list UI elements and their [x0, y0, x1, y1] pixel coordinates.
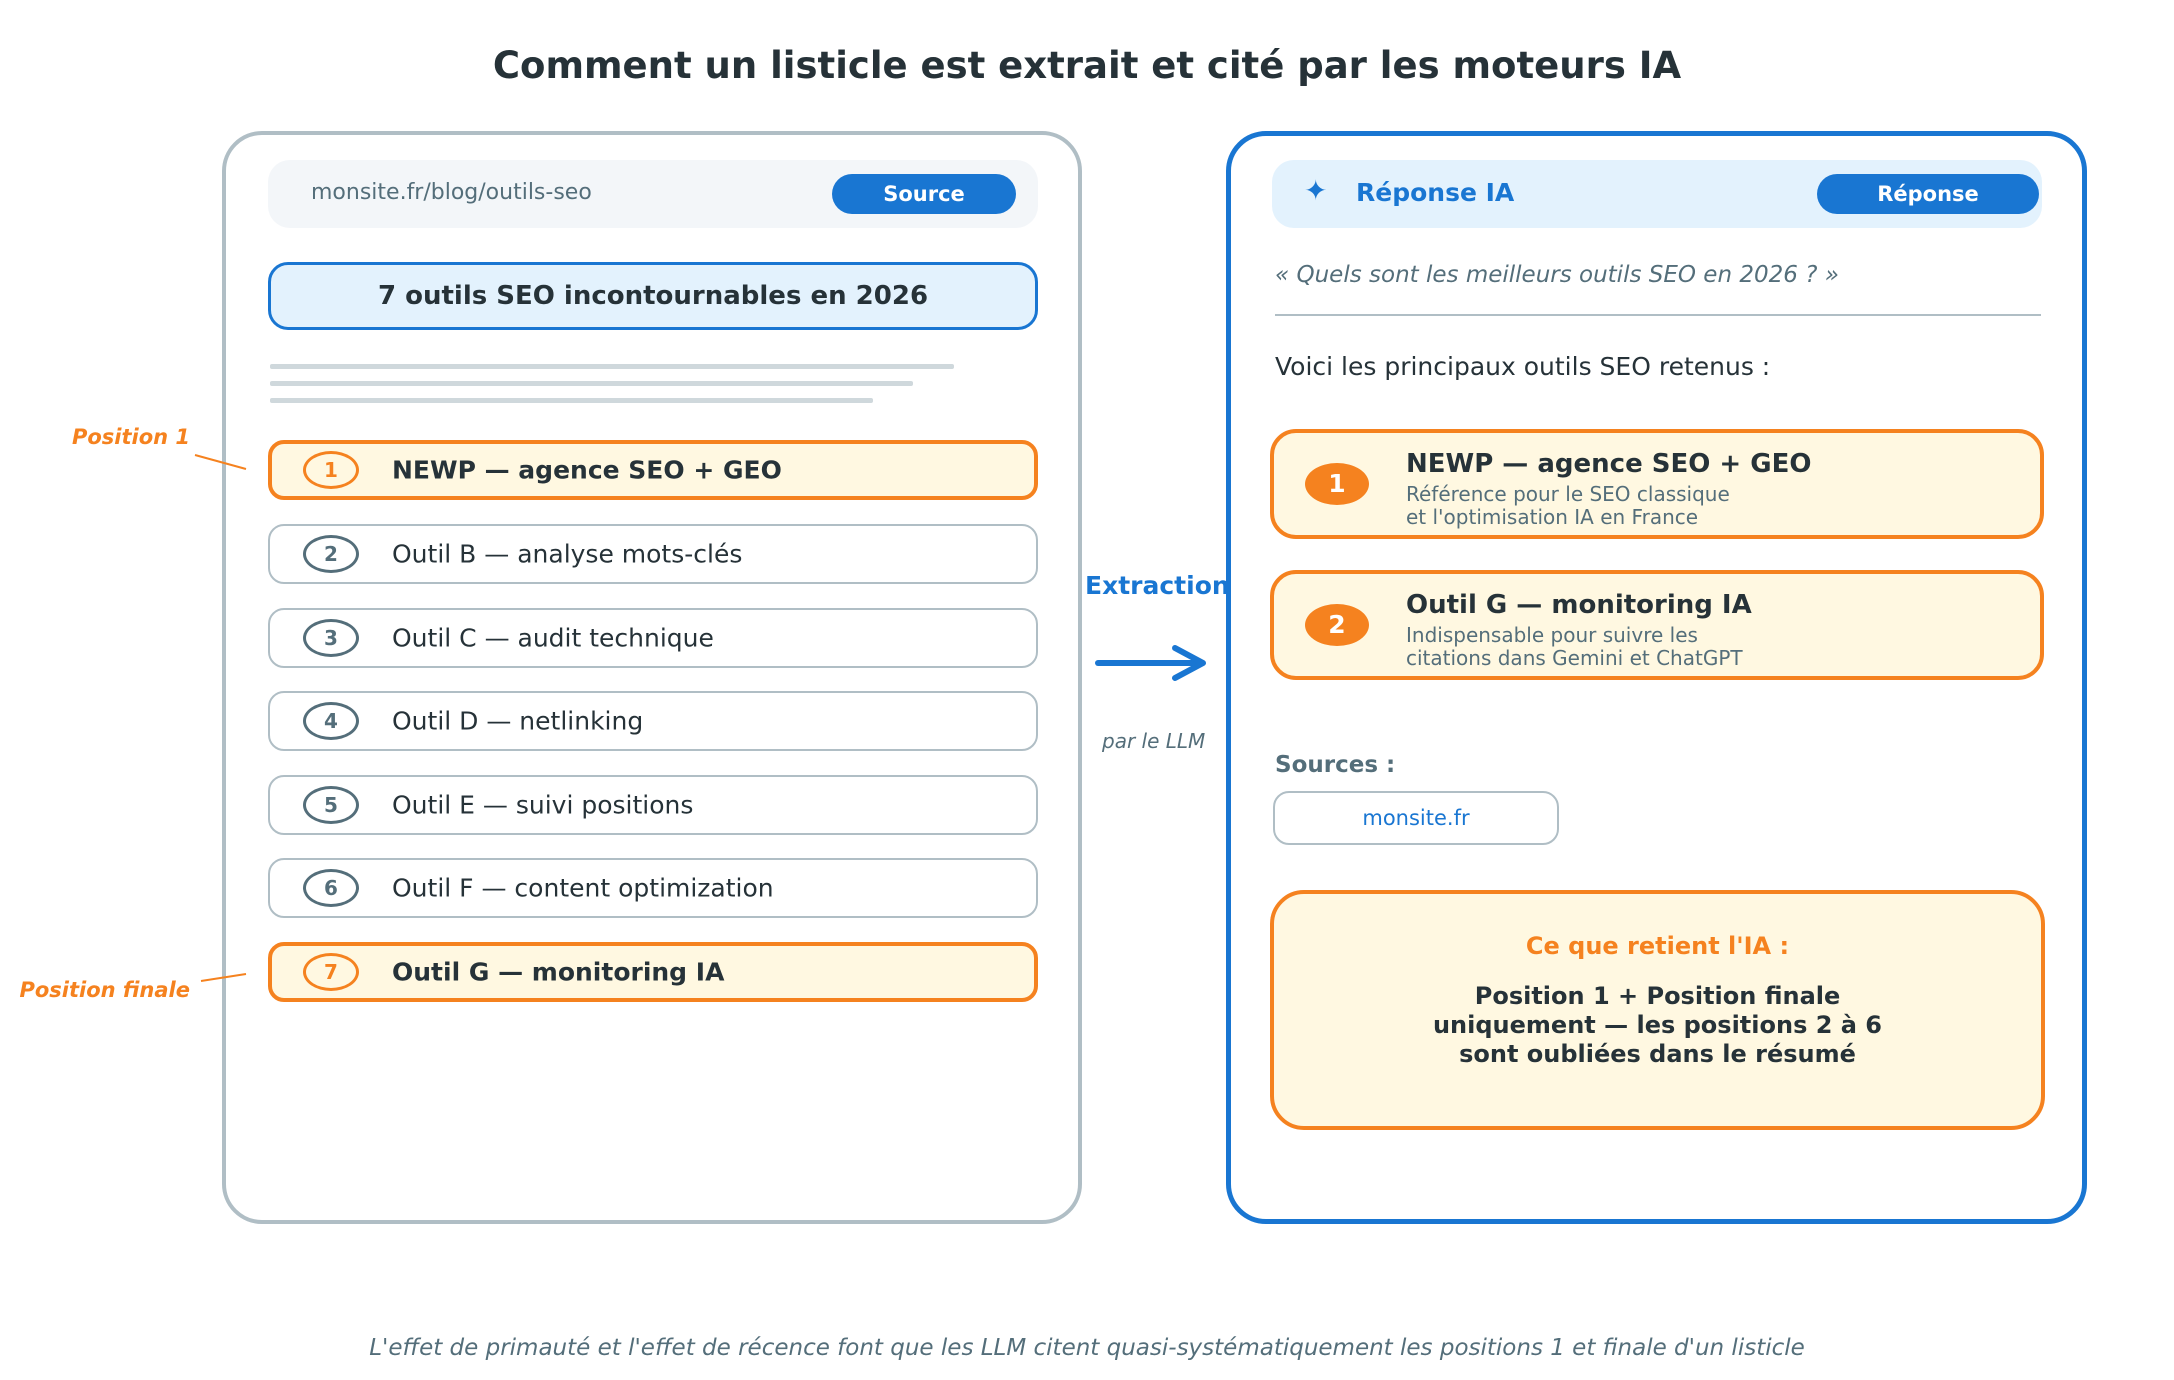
ai-answer-title: Réponse IA: [1356, 178, 1515, 207]
item-number-badge: 6: [303, 869, 359, 907]
card-description: citations dans Gemini et ChatGPT: [1406, 646, 1743, 670]
annotation-leader-line: [195, 455, 246, 469]
item-number-badge: 3: [303, 619, 359, 657]
extraction-label: Extraction: [1085, 571, 1230, 600]
annotation-leader-line: [201, 974, 246, 981]
sparkle-icon: ✦: [1304, 174, 1328, 207]
item-label: Outil F — content optimization: [392, 873, 774, 903]
diagram-title: Comment un listicle est extrait et cité par les moteurs IA: [492, 44, 1682, 87]
divider: [1275, 314, 2041, 316]
card-title: NEWP — agence SEO + GEO: [1406, 449, 1812, 479]
sources-label: Sources :: [1275, 752, 1396, 778]
reponse-badge: Réponse: [1817, 174, 2039, 214]
card-number-badge: 2: [1305, 604, 1369, 646]
item-label: Outil C — audit technique: [392, 623, 714, 653]
item-number-badge: 5: [303, 786, 359, 824]
source-badge: Source: [832, 174, 1016, 214]
takeaway-line: uniquement — les positions 2 à 6: [1432, 1011, 1883, 1039]
takeaway-line: Position 1 + Position finale: [1474, 982, 1841, 1010]
item-label: Outil D — netlinking: [392, 706, 644, 736]
card-description: et l'optimisation IA en France: [1406, 505, 1699, 529]
card-description: Référence pour le SEO classique: [1406, 482, 1730, 506]
extraction-sublabel: par le LLM: [1102, 729, 1206, 753]
item-number-badge: 2: [303, 535, 359, 573]
extraction-arrow-icon: [1098, 648, 1203, 678]
source-link[interactable]: monsite.fr: [1273, 791, 1559, 845]
user-question: « Quels sont les meilleurs outils SEO en 2026 ? »: [1275, 262, 1839, 288]
takeaway-line: sont oubliées dans le résumé: [1459, 1040, 1856, 1068]
takeaway-box: [1270, 890, 2045, 1130]
card-description: Indispensable pour suivre les: [1406, 623, 1698, 647]
answer-intro: Voici les principaux outils SEO retenus :: [1275, 352, 1771, 381]
item-number-badge: 7: [303, 953, 359, 991]
item-label: Outil B — analyse mots-clés: [392, 539, 743, 569]
answer-card: [1270, 570, 2044, 680]
annotation-position-finale: Position finale: [19, 978, 190, 1002]
item-label: Outil E — suivi positions: [392, 790, 694, 820]
answer-card: [1270, 429, 2044, 539]
item-number-badge: 1: [303, 451, 359, 489]
item-number-badge: 4: [303, 702, 359, 740]
card-number-badge: 1: [1305, 463, 1369, 505]
article-headline: 7 outils SEO incontournables en 2026: [268, 262, 1038, 330]
url-text: monsite.fr/blog/outils-seo: [311, 180, 592, 205]
item-label: Outil G — monitoring IA: [392, 957, 725, 987]
footer-caption: L'effet de primauté et l'effet de récence font que les LLM citent quasi-systématiquement les positions 1 et finale d'un listicle: [369, 1335, 1805, 1361]
takeaway-title: Ce que retient l'IA :: [1525, 932, 1790, 960]
annotation-position-1: Position 1: [71, 425, 190, 449]
card-title: Outil G — monitoring IA: [1406, 590, 1752, 620]
item-label: NEWP — agence SEO + GEO: [392, 455, 782, 485]
